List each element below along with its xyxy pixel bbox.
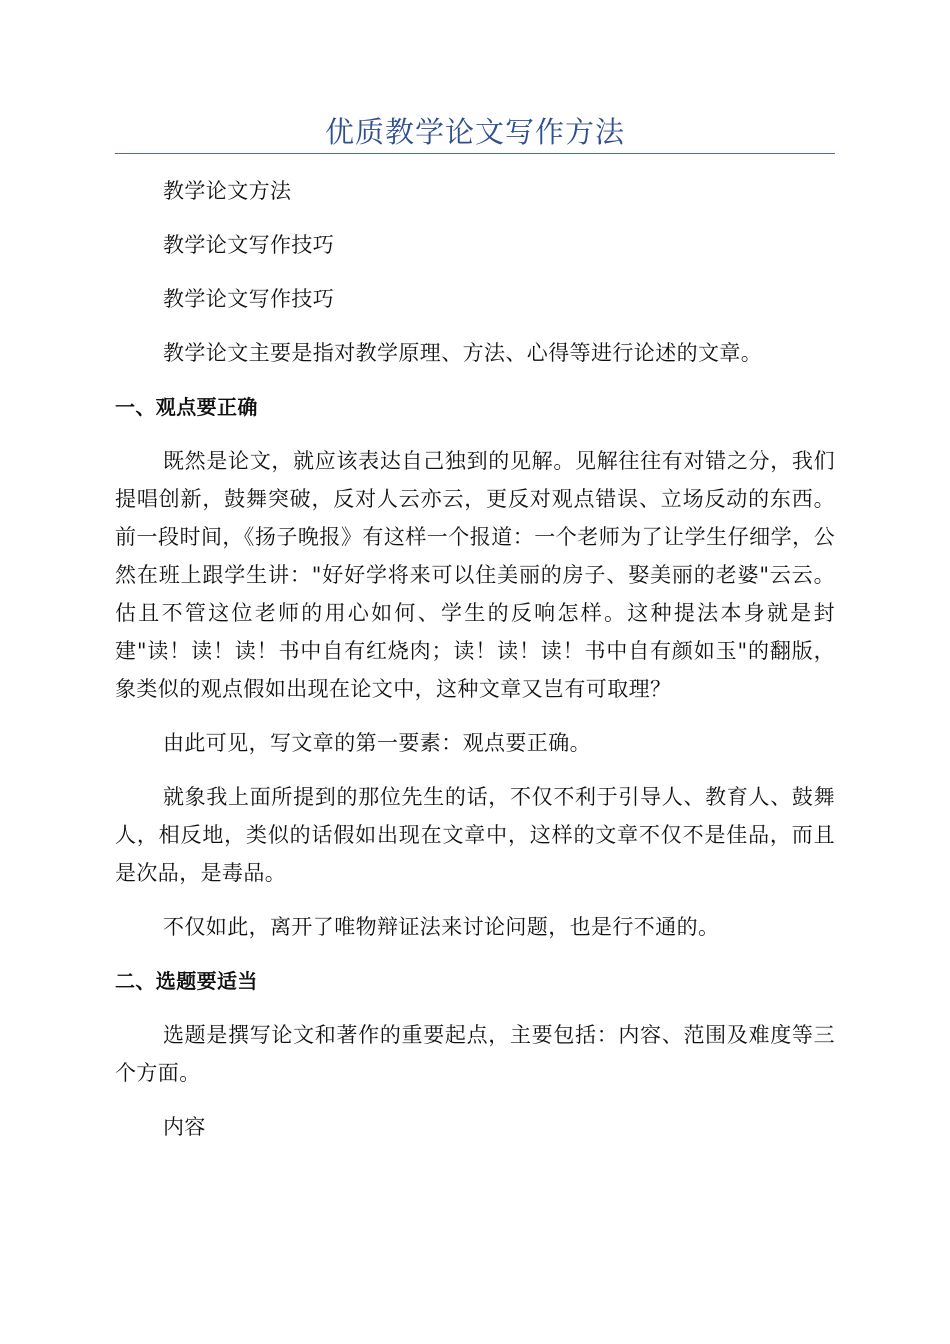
- document-title: 优质教学论文写作方法: [324, 115, 625, 149]
- section-heading: 二、选题要适当: [115, 969, 258, 993]
- paragraph: 教学论文方法: [163, 179, 292, 203]
- paragraph: 教学论文写作技巧: [163, 287, 335, 311]
- paragraph: 由此可见，写文章的第一要素：观点要正确。: [163, 731, 591, 755]
- paragraph: 就象我上面所提到的那位先生的话，不仅不利于引导人、教育人、鼓舞人，相反地，类似的话假如出现在文章中，这样的文章不仅不是佳品，而且是次品，是毒品。: [115, 785, 835, 885]
- paragraph: 选题是撰写论文和著作的重要起点，主要包括：内容、范围及难度等三个方面。: [115, 1023, 835, 1085]
- paragraph: 内容: [163, 1115, 206, 1139]
- paragraph: 教学论文写作技巧: [163, 233, 335, 257]
- document-body: [115, 172, 835, 1162]
- paragraph: 不仅如此，离开了唯物辩证法来讨论问题，也是行不通的。: [163, 915, 720, 939]
- paragraph: 既然是论文，就应该表达自己独到的见解。见解往往有对错之分，我们提唱创新，鼓舞突破，反对人云亦云，更反对观点错误、立场反动的东西。前一段时间，《扬子晚报》有这样一个报道：一个老师为了让学生仔细学，公然在班上跟学生讲："好好学将来可以住美丽的房子、娶美丽的老婆"云云。估且不管这位老师的用心如何、学生的反响怎样。这种提法本身就是封建"读！读！读！书中自有红烧肉；读！读！读！书中自有颜如玉"的翻版，象类似的观点假如出现在论文中，这种文章又岂有可取理？: [115, 449, 835, 701]
- title-underline: [115, 153, 835, 154]
- paragraph: 教学论文主要是指对教学原理、方法、心得等进行论述的文章。: [163, 341, 763, 365]
- section-heading: 一、观点要正确: [115, 395, 258, 419]
